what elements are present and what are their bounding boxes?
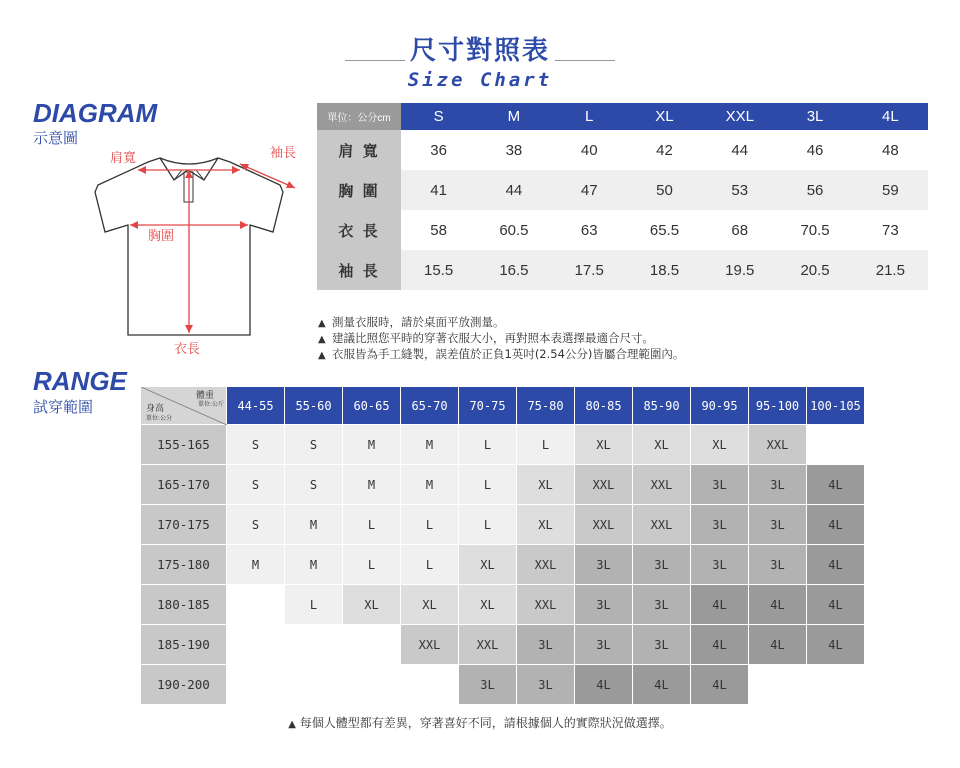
range-corner-cell [141, 387, 227, 425]
fit-size-cell: 3L [517, 665, 575, 705]
range-row [141, 545, 865, 585]
fit-size-cell: S [227, 505, 285, 545]
note-text: 測量衣服時，請於桌面平放測量。 [332, 315, 505, 329]
size-value-cell: 40 [552, 130, 627, 170]
length-label: 衣長 [174, 342, 201, 357]
size-value-cell: 48 [853, 130, 928, 170]
size-value-cell: 63 [552, 210, 627, 250]
size-value-cell: 44 [702, 130, 777, 170]
size-value-cell: 17.5 [552, 250, 627, 290]
size-value-cell: 47 [552, 170, 627, 210]
fit-size-cell: XL [459, 545, 517, 585]
weight-header: 70-75 [459, 387, 517, 425]
weight-header: 44-55 [227, 387, 285, 425]
size-value-cell: 53 [702, 170, 777, 210]
page-subtitle: Size Chart [407, 69, 553, 91]
unit-label: 單位：公分cm [317, 103, 401, 130]
fit-size-cell: 4L [807, 505, 865, 545]
size-value-cell: 50 [627, 170, 702, 210]
fit-size-cell: 3L [633, 545, 691, 585]
fit-size-cell: 3L [691, 465, 749, 505]
size-header: S [401, 103, 476, 130]
size-value-cell: 56 [777, 170, 852, 210]
note-item [318, 347, 684, 363]
fit-size-cell: 4L [691, 665, 749, 705]
fit-size-cell: L [343, 545, 401, 585]
range-row [141, 585, 865, 625]
triangle-icon: ▲ [318, 350, 326, 361]
size-value-cell: 73 [853, 210, 928, 250]
fit-size-cell: XL [459, 585, 517, 625]
size-value-cell: 20.5 [777, 250, 852, 290]
measurement-label: 肩 寬 [317, 130, 401, 170]
title-divider-left [345, 60, 405, 61]
weight-header: 100-105 [807, 387, 865, 425]
weight-header: 95-100 [749, 387, 807, 425]
height-label: 175-180 [141, 545, 227, 585]
fit-size-cell: 3L [749, 545, 807, 585]
fit-size-cell: XXL [459, 625, 517, 665]
height-label: 170-175 [141, 505, 227, 545]
fit-size-cell: 3L [459, 665, 517, 705]
fit-size-cell: 3L [575, 625, 633, 665]
measurement-label: 袖 長 [317, 250, 401, 290]
size-header: XXL [702, 103, 777, 130]
size-value-cell: 59 [853, 170, 928, 210]
fit-size-cell: 3L [749, 465, 807, 505]
fit-size-cell: M [343, 465, 401, 505]
fit-size-cell: XXL [749, 425, 807, 465]
fit-size-cell: XL [517, 465, 575, 505]
fit-size-cell: S [227, 425, 285, 465]
size-header-row [317, 103, 928, 130]
fit-size-cell: 3L [749, 505, 807, 545]
shoulder-label: 肩寬 [110, 151, 137, 166]
range-heading: RANGE [33, 366, 127, 396]
fit-size-cell [807, 665, 865, 705]
height-axis-label: 身高 [146, 404, 165, 414]
fit-size-cell: XXL [633, 465, 691, 505]
size-row [317, 250, 928, 290]
size-header: 4L [853, 103, 928, 130]
fit-size-cell: XXL [517, 585, 575, 625]
fit-size-cell: XXL [575, 465, 633, 505]
fit-size-cell [227, 665, 285, 705]
fit-size-cell: S [227, 465, 285, 505]
weight-header: 85-90 [633, 387, 691, 425]
fit-size-cell: 3L [633, 585, 691, 625]
fit-size-cell [285, 625, 343, 665]
fit-size-cell [343, 665, 401, 705]
size-value-cell: 65.5 [627, 210, 702, 250]
fit-size-cell [227, 585, 285, 625]
weight-header: 75-80 [517, 387, 575, 425]
fit-size-cell: 4L [807, 465, 865, 505]
fit-size-cell: 3L [575, 545, 633, 585]
fit-size-cell: 4L [691, 585, 749, 625]
fit-size-cell: L [459, 465, 517, 505]
fit-size-cell [227, 625, 285, 665]
size-value-cell: 15.5 [401, 250, 476, 290]
size-value-cell: 16.5 [476, 250, 551, 290]
note-text: 衣服皆為手工縫製，誤差值於正負1英吋(2.54公分)皆屬合理範圍內。 [332, 347, 685, 361]
weight-header: 65-70 [401, 387, 459, 425]
chest-label: 胸圍 [148, 229, 175, 244]
size-row [317, 210, 928, 250]
weight-header: 80-85 [575, 387, 633, 425]
fit-size-cell: 4L [575, 665, 633, 705]
footer-note [0, 714, 960, 731]
fit-size-cell: 3L [691, 545, 749, 585]
fit-size-cell [807, 425, 865, 465]
fit-size-cell: L [401, 505, 459, 545]
fit-size-cell: 4L [749, 625, 807, 665]
range-row [141, 425, 865, 465]
height-label: 180-185 [141, 585, 227, 625]
range-row [141, 505, 865, 545]
page-title-block [0, 30, 960, 91]
weight-header: 60-65 [343, 387, 401, 425]
note-text: 建議比照您平時的穿著衣服大小，再對照本表選擇最適合尺寸。 [332, 331, 654, 345]
size-value-cell: 41 [401, 170, 476, 210]
measurement-label: 胸 圍 [317, 170, 401, 210]
fit-range-table [140, 386, 865, 705]
size-chart-table [317, 103, 928, 290]
height-label: 190-200 [141, 665, 227, 705]
size-header: M [476, 103, 551, 130]
size-value-cell: 44 [476, 170, 551, 210]
fit-size-cell: L [285, 585, 343, 625]
size-row [317, 130, 928, 170]
footer-note-text: 每個人體型都有差異，穿著喜好不同，請根據個人的實際狀況做選擇。 [299, 716, 672, 730]
weight-axis-label: 體重 [195, 391, 214, 401]
fit-size-cell: 3L [633, 625, 691, 665]
fit-size-cell: XL [633, 425, 691, 465]
fit-size-cell: XL [517, 505, 575, 545]
measurement-label: 衣 長 [317, 210, 401, 250]
diagram-heading: DIAGRAM [33, 98, 158, 128]
fit-size-cell: M [401, 425, 459, 465]
sleeve-label: 袖長 [270, 146, 297, 161]
fit-size-cell: 4L [749, 585, 807, 625]
fit-size-cell: XL [691, 425, 749, 465]
height-label: 155-165 [141, 425, 227, 465]
fit-size-cell: XL [401, 585, 459, 625]
fit-size-cell: XXL [401, 625, 459, 665]
triangle-icon: ▲ [288, 719, 296, 730]
weight-header: 55-60 [285, 387, 343, 425]
size-value-cell: 46 [777, 130, 852, 170]
fit-size-cell: XL [575, 425, 633, 465]
size-row [317, 170, 928, 210]
fit-size-cell: L [343, 505, 401, 545]
page-title: 尺寸對照表 [409, 36, 550, 66]
fit-size-cell: 3L [575, 585, 633, 625]
fit-size-cell: M [285, 545, 343, 585]
fit-size-cell: M [227, 545, 285, 585]
fit-size-cell [749, 665, 807, 705]
fit-size-cell: 4L [807, 585, 865, 625]
size-header: L [552, 103, 627, 130]
height-label: 165-170 [141, 465, 227, 505]
polo-shirt-diagram [90, 140, 310, 365]
size-value-cell: 58 [401, 210, 476, 250]
triangle-icon: ▲ [318, 334, 326, 345]
fit-size-cell: L [459, 425, 517, 465]
measurement-notes [318, 315, 684, 363]
weight-header: 90-95 [691, 387, 749, 425]
fit-size-cell: S [285, 425, 343, 465]
weight-header-row [141, 387, 865, 425]
range-subheading: 試穿範圍 [33, 398, 94, 416]
fit-size-cell: 3L [691, 505, 749, 545]
size-header: 3L [777, 103, 852, 130]
fit-size-cell: M [285, 505, 343, 545]
fit-size-cell: L [517, 425, 575, 465]
triangle-icon: ▲ [318, 318, 326, 329]
fit-size-cell [343, 625, 401, 665]
fit-size-cell: 4L [633, 665, 691, 705]
size-value-cell: 42 [627, 130, 702, 170]
fit-size-cell: 4L [807, 545, 865, 585]
fit-size-cell: L [401, 545, 459, 585]
fit-size-cell: M [343, 425, 401, 465]
size-value-cell: 70.5 [777, 210, 852, 250]
range-row [141, 465, 865, 505]
range-row [141, 625, 865, 665]
fit-size-cell: L [459, 505, 517, 545]
size-value-cell: 19.5 [702, 250, 777, 290]
size-header: XL [627, 103, 702, 130]
fit-size-cell [401, 665, 459, 705]
size-value-cell: 36 [401, 130, 476, 170]
size-value-cell: 68 [702, 210, 777, 250]
weight-unit-label: 單位:公斤 [197, 401, 224, 408]
title-divider-right [555, 60, 615, 61]
height-unit-label: 單位:公分 [146, 415, 173, 422]
size-value-cell: 38 [476, 130, 551, 170]
diagram-subheading: 示意圖 [33, 129, 79, 147]
note-item [318, 331, 684, 347]
fit-size-cell: XXL [575, 505, 633, 545]
fit-size-cell [285, 665, 343, 705]
range-row [141, 665, 865, 705]
size-value-cell: 21.5 [853, 250, 928, 290]
note-item [318, 315, 684, 331]
fit-size-cell: XXL [633, 505, 691, 545]
fit-size-cell: M [401, 465, 459, 505]
size-value-cell: 18.5 [627, 250, 702, 290]
fit-size-cell: XL [343, 585, 401, 625]
size-value-cell: 60.5 [476, 210, 551, 250]
fit-size-cell: S [285, 465, 343, 505]
fit-size-cell: 4L [691, 625, 749, 665]
fit-size-cell: XXL [517, 545, 575, 585]
polo-shirt-icon [90, 140, 310, 365]
fit-size-cell: 3L [517, 625, 575, 665]
height-label: 185-190 [141, 625, 227, 665]
fit-size-cell: 4L [807, 625, 865, 665]
